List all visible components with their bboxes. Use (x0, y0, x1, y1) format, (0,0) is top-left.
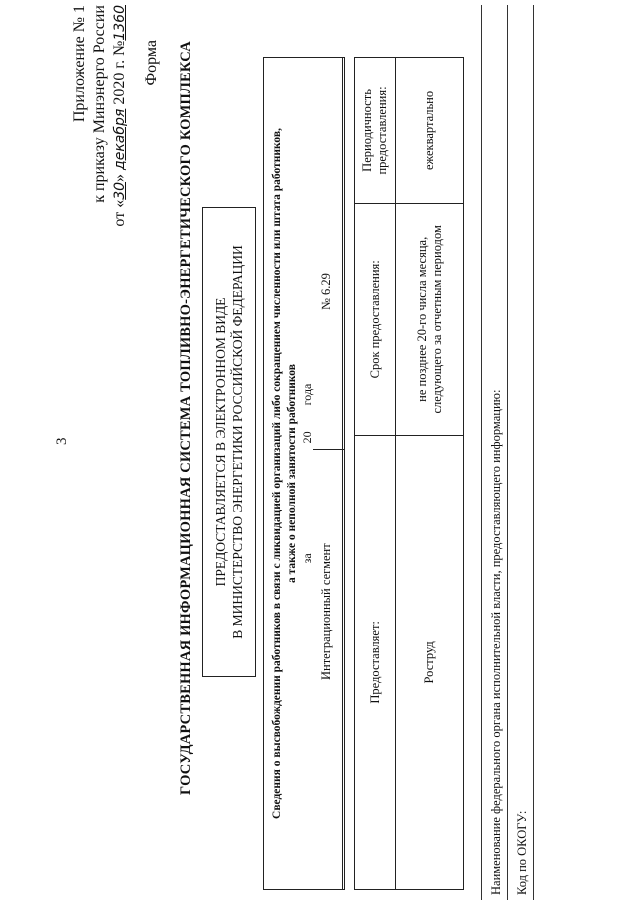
order-date-line: от «30» декабря 2020 г. №1360 (111, 5, 128, 227)
segment-label: Интеграционный сегмент (319, 543, 333, 680)
header-frequency: Периодичность предоставления: (355, 58, 396, 204)
system-title: ГОСУДАРСТВЕННАЯ ИНФОРМАЦИОННАЯ СИСТЕМА ТОПЛИВНО-ЭНЕРГЕТИЧЕСКОГО КОМПЛЕКСА (178, 41, 194, 795)
page-number: 3 (54, 437, 70, 445)
appendix-order-ref: к приказу Минэнерго России (91, 5, 108, 203)
period-year-suffix: года (300, 383, 314, 406)
header-deadline: Срок предоставления: (355, 203, 396, 435)
segment-box (313, 57, 345, 890)
footer-rule-middle (507, 5, 508, 900)
value-provider: Роструд (396, 435, 464, 889)
order-number-handwritten: 1360 (112, 5, 128, 41)
authority-label: Наименование федерального органа исполнительной власти, предоставляющего информацию: (489, 389, 503, 895)
electronic-line-1: ПРЕДОСТАВЛЯЕТСЯ В ЭЛЕКТРОННОМ ВИДЕ (213, 297, 228, 587)
okogu-label: Код по ОКОГУ: (515, 810, 529, 895)
value-frequency: ежеквартально (396, 58, 464, 204)
value-deadline: не позднее 20-го числа месяца, следующего за отчетным периодом (396, 203, 464, 435)
report-title-line-1: Сведения о высвобождении работников в связи с ликвидацией организаций либо сокращением численности или штата работников, (271, 128, 283, 819)
report-title-line-2: а также о неполной занятости работников (286, 364, 298, 583)
period-for-label: за (300, 553, 314, 564)
electronic-line-2: В МИНИСТЕРСТВО ЭНЕРГЕТИКИ РОССИЙСКОЙ ФЕДЕРАЦИИ (230, 245, 245, 639)
footer-rule-top (481, 5, 482, 900)
submission-schedule-table (354, 57, 464, 890)
appendix-number: Приложение № 1 (71, 5, 88, 123)
form-label: Форма (143, 40, 160, 86)
electronic-submission-box (202, 207, 256, 677)
order-day-handwritten: 30 (112, 181, 128, 200)
segment-number: № 6.29 (319, 273, 333, 310)
order-month-handwritten: декабря (112, 108, 128, 170)
appendix-header (70, 5, 162, 250)
segment-divider (313, 449, 345, 450)
footer-rule-bottom (533, 5, 534, 900)
header-provider: Предоставляет: (355, 435, 396, 889)
period-year-prefix: 20 (300, 431, 314, 444)
